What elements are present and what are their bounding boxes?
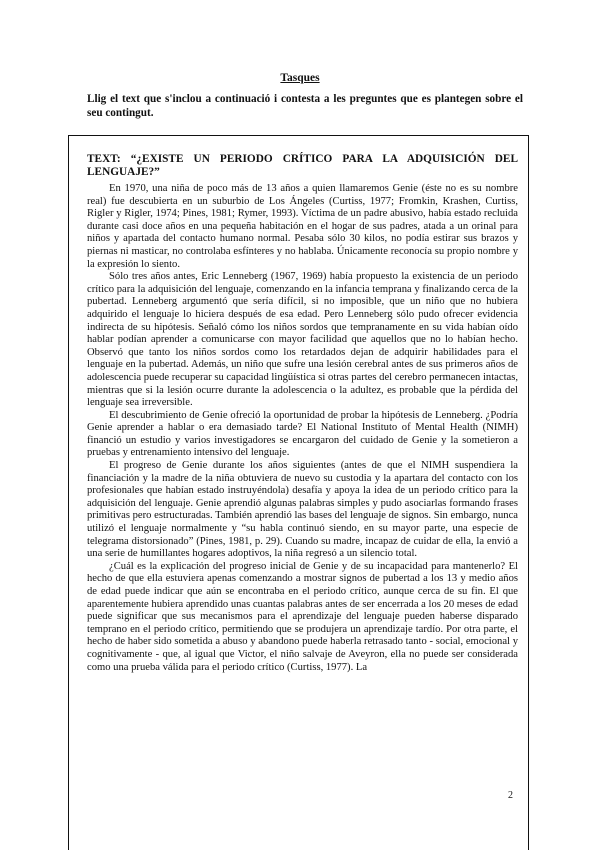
paragraph: ¿Cuál es la explicación del progreso inicial de Genie y de su incapacidad para mantenerlo? El hecho de que ella estuviera apenas comenzando a mostrar signos de pubertad a los 13 y medio años de edad puede indicar que aún se encontraba en el periodo crítico, aunque cerca de su fin. El que aparentemente hubiera aprendido unas cuantas palabras antes de ser encerrada a los 20 meses de edad puede significar que sus mecanismos para el aprendizaje del lenguaje pueden haberse disparado temprano en el periodo crítico, permitiendo que se produjera un aprendizaje tardío. Por otra parte, el hecho de haber sido sometida a abuso y abandono puede haberla retrasado tanto - social, emocional y cognitivamente - que, al igual que Victor, el niño salvaje de Aveyron, ella no puede ser considerada como una prueba válida para el periodo crítico (Curtiss, 1977). La (87, 560, 518, 673)
paragraph: Sólo tres años antes, Eric Lenneberg (1967, 1969) había propuesto la existencia de un periodo crítico para la adquisición del lenguaje, comenzando en la infancia temprana y finalizando cerca de la pubertad. Lenneberg argumentó que sería difícil, si no imposible, que un niño que no hubiera adquirido el lenguaje lo hiciera después de esa edad. Pero Lenneberg sólo pudo ofrecer evidencia indirecta de su hipótesis. Señaló cómo los niños sordos que tempranamente en su vida habían oído hablar podían aprender a comunicarse con mayor facilidad que aquellos que no lo habían hecho. Observó que tanto los niños sordos como los retardados dejan de adquirir habilidades para el lenguaje en la pubertad. Además, un niño que sufre una lesión cerebral antes de sus primeros años de adolescencia puede recuperar su capacidad lingüística si otras partes del cerebro permanecen intactas, mientras que si la lesión ocurre durante la adolescencia o la adultez, es probable que la pérdida del lenguaje sea irreversible. (87, 271, 518, 409)
page-heading: Tasques (280, 72, 320, 84)
page-number: 2 (508, 790, 513, 801)
text-box (68, 135, 529, 850)
paragraph: En 1970, una niña de poco más de 13 años a quien llamaremos Genie (éste no es su nombre real) fue descubierta en un suburbio de Los Ángeles (Curtiss, 1977; Fromkin, Krashen, Curtiss, Rigler y Rigler, 1974; Pines, 1981; Rymer, 1993). Víctima de un padre abusivo, había estado recluida durante casi doce años en una pequeña habitación en el hogar de sus padres, atada a un orinal para niños y apartada del contacto humano normal. Pesaba sólo 30 kilos, no podía estirar sus brazos y piernas ni masticar, no controlaba esfínteres y no hablaba. Únicamente reconocía su propio nombre y la expresión lo siento. (87, 183, 518, 270)
paragraph: El descubrimiento de Genie ofreció la oportunidad de probar la hipótesis de Lenneberg. ¿Podría Genie aprender a hablar o era demasiado tarde? El National Instituto of Mental Health (NIMH) financió un estudio y varios investigadores se encargaron del cuidado de Genie y la sometieron a pruebas y entrenamiento intensivo del lenguaje. (87, 409, 518, 459)
text-title: TEXT: “¿EXISTE UN PERIODO CRÍTICO PARA LA ADQUISICIÓN DEL LENGUAJE?” (87, 153, 518, 178)
paragraph: El progreso de Genie durante los años siguientes (antes de que el NIMH suspendiera la financiación y la madre de la niña obtuviera de nuevo su custodia y la apartara del contacto con los profesionales que habían estado instruyéndola) desafía y apoya la idea de un periodo crítico para la adquisición del lenguaje. Genie aprendió algunas palabras simples y pudo asociarlas formando frases primitivas pero estructuradas. También aprendió las bases del lenguaje de signos. Sin embargo, nunca utilizó el lenguaje normalmente y “su habla continuó siendo, en su mayor parte, una especie de telegrama distorsionado” (Pines, 1981, p. 29). Cuando su madre, incapaz de cuidar de ella, la envió a una serie de humillantes hogares adoptivos, la niña regresó a un silencio total. (87, 460, 518, 560)
instructions-text: Llig el text que s'inclou a continuació i contesta a les preguntes que es plantegen sobre el seu contingut. (87, 93, 523, 119)
